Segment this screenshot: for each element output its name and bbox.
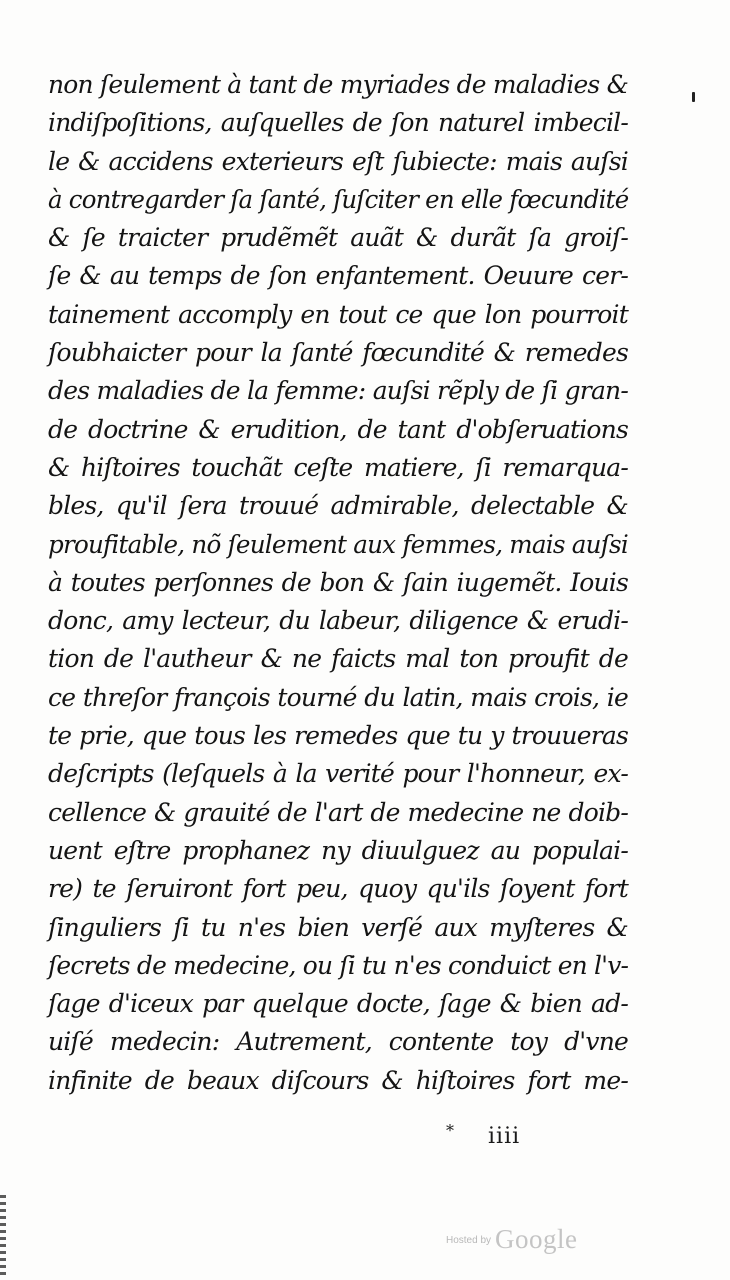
text-line-6: ſe & au temps de ſon enfantement. Oeuure cer- (48, 261, 628, 291)
text-line-10: de doctrine & erudition, de tant d'obſeruations (48, 414, 628, 444)
scan-edge-artifact (0, 1195, 6, 1275)
text-line-8: ſoubhaicter pour la ſanté fœcundité & remedes (48, 338, 628, 368)
text-line-14: à toutes perſonnes de bon & ſain iugemẽt. Iouis (48, 567, 628, 597)
text-line-3: le & accidens exterieurs eſt ſubiecte: mais auſsi (48, 146, 628, 176)
text-line-24: ſecrets de medecine, ou ſi tu n'es conduict en l'v- (48, 950, 629, 980)
text-line-15: donc, amy lecteur, du labeur, diligence & erudi- (48, 606, 628, 636)
text-line-18: te prie, que tous les remedes que tu y trouueras (48, 721, 628, 751)
body-text (48, 66, 628, 1100)
text-line-17: ce threſor françois tourné du latin, mais crois, ie (48, 682, 628, 712)
text-line-19: deſcripts (leſquels à la verité pour l'honneur, ex- (48, 759, 628, 789)
signature-star: * (446, 1121, 454, 1140)
signature-mark (446, 1120, 536, 1154)
text-line-16: tion de l'autheur & ne faicts mal ton proufit de (48, 644, 628, 674)
text-line-4: à contregarder ſa ſanté, ſuſciter en elle fœcundité (48, 184, 629, 214)
watermark-prefix: Hosted by (446, 1235, 492, 1246)
google-logo: Google (495, 1224, 578, 1254)
text-line-2: indiſpoſitions, auſquelles de ſon naturel imbecil- (48, 108, 628, 138)
hosted-by-watermark (446, 1218, 578, 1254)
text-line-26: uiſé medecin: Autrement, contente toy d'vne (48, 1027, 628, 1057)
margin-speck (692, 92, 695, 102)
text-line-22: re) te ſeruiront fort peu, quoy qu'ils ſoyent fort (48, 874, 628, 904)
text-line-12: bles, qu'il ſera trouué admirable, delectable & (48, 491, 628, 521)
text-line-7: tainement accomply en tout ce que lon pourroit (48, 299, 628, 329)
text-line-21: uent eſtre prophanez ny diuulguez au populai- (48, 835, 628, 865)
text-line-20: cellence & grauité de l'art de medecine ne doib- (48, 797, 628, 827)
text-line-11: & hiſtoires touchãt ceſte matiere, ſi remarqua- (48, 452, 628, 482)
text-line-23: ſinguliers ſi tu n'es bien verſé aux myſteres & (48, 912, 628, 942)
text-line-5: & ſe traicter prudẽmẽt auãt & durãt ſa groiſ- (48, 223, 628, 253)
text-line-1: non ſeulement à tant de myriades de maladies & (48, 70, 629, 99)
text-line-25: ſage d'iceux par quelque docte, ſage & bien ad- (48, 989, 628, 1019)
signature-text: iiii (488, 1124, 521, 1149)
text-line-9: des maladies de la femme: auſsi rẽply de ſi gran- (48, 376, 628, 406)
text-line-13: proufitable, nõ ſeulement aux femmes, mais auſsi (48, 529, 628, 559)
text-line-27: infinite de beaux diſcours & hiſtoires fort me- (48, 1065, 628, 1095)
